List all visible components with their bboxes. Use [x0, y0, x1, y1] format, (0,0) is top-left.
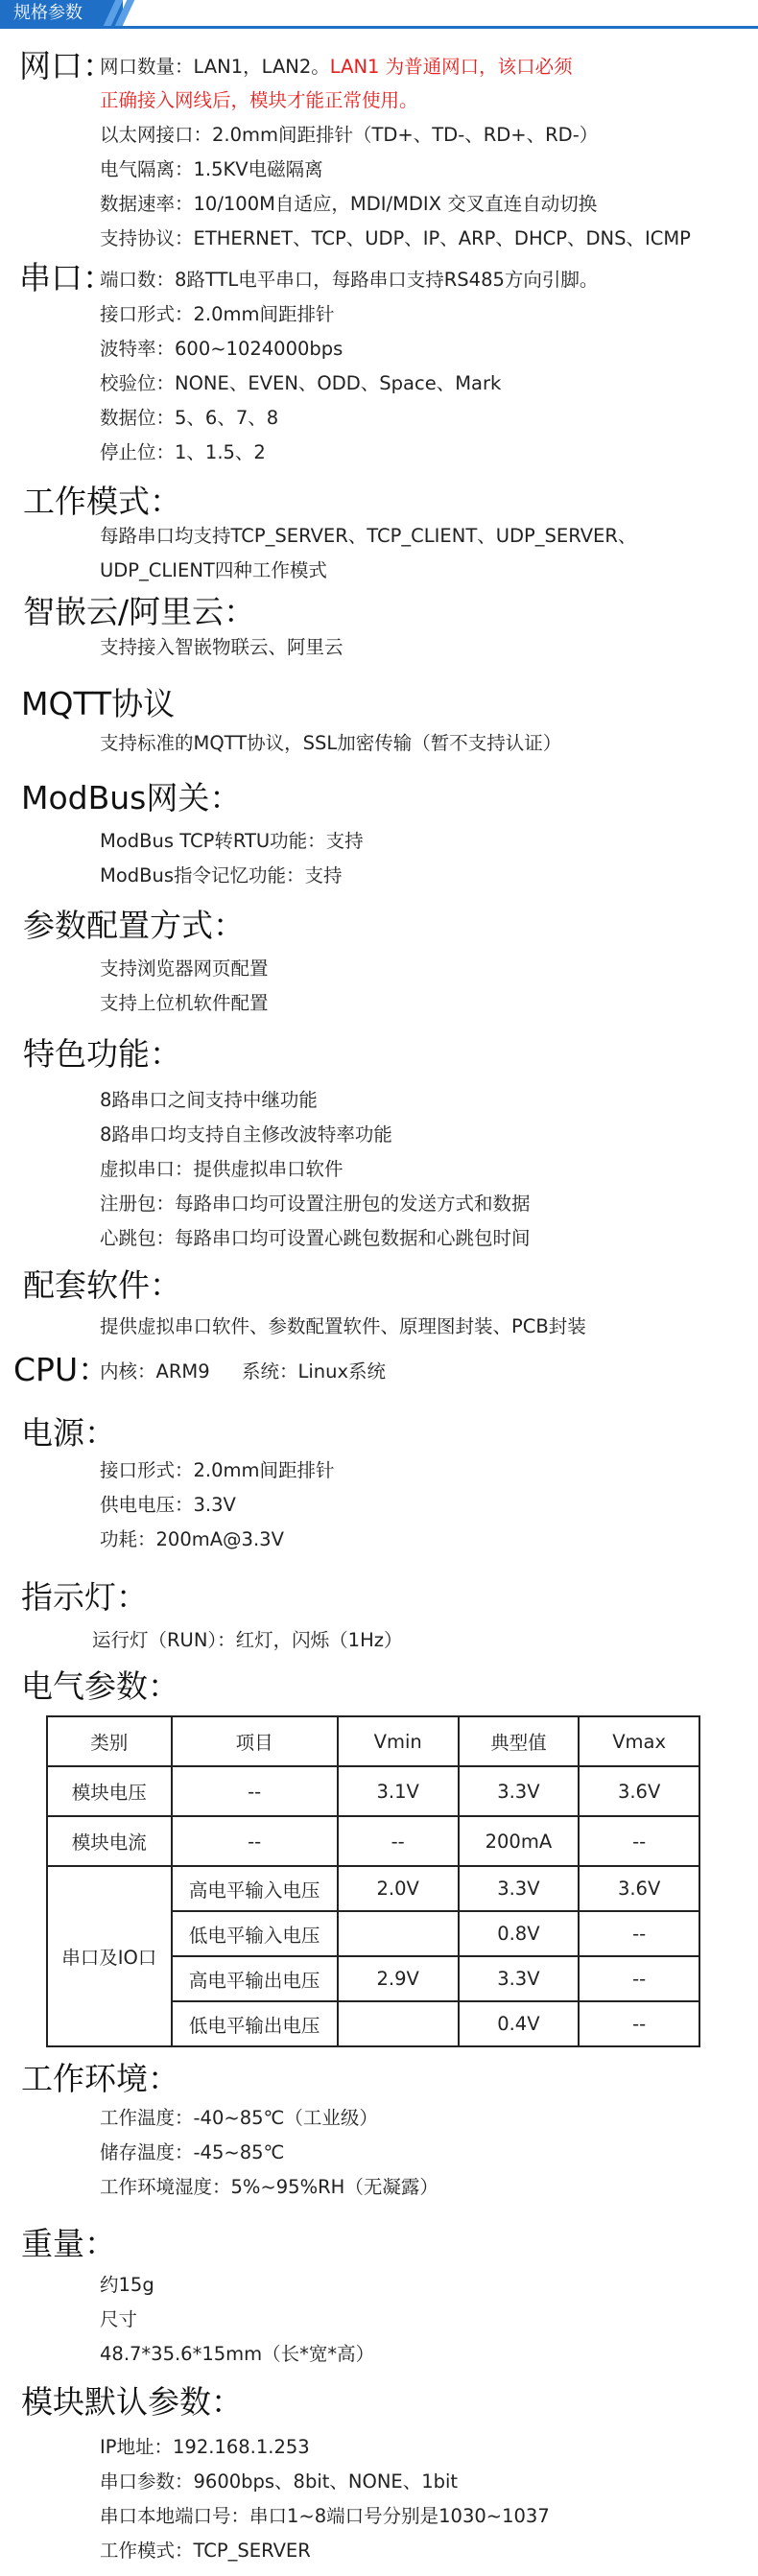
table-cell: --: [579, 1816, 699, 1866]
header-bar: [0, 0, 758, 29]
table-cell: 3.6V: [579, 1866, 699, 1911]
section-title-work-mode: 工作模式：: [23, 483, 181, 520]
table-cell: 3.6V: [579, 1766, 699, 1816]
environment-item: 储存温度：-45~85℃: [100, 2141, 285, 2163]
section-title-network: 网口：: [19, 47, 114, 84]
section-title-power: 电源：: [21, 1414, 116, 1452]
network-warning-text: LAN1 为普通网口，该口必须: [329, 56, 573, 78]
table-cell: --: [338, 1816, 459, 1866]
feature-item: 心跳包：每路串口均可设置心跳包数据和心跳包时间: [100, 1227, 531, 1249]
work-mode-item: 每路串口均支持TCP_SERVER、TCP_CLIENT、UDP_SERVER、: [100, 525, 637, 547]
indicator-item: 运行灯（RUN）：红灯，闪烁（1Hz）: [92, 1629, 403, 1651]
table-cell: 0.4V: [459, 2001, 580, 2046]
network-item: 支持协议：ETHERNET、TCP、UDP、IP、ARP、DHCP、DNS、ICMP: [100, 227, 691, 249]
power-item: 供电电压：3.3V: [100, 1494, 236, 1516]
table-cell: 高电平输入电压: [172, 1866, 338, 1911]
weight-item: 48.7*35.6*15mm（长*宽*高）: [100, 2343, 375, 2365]
feature-item: 虚拟串口：提供虚拟串口软件: [100, 1158, 343, 1180]
serial-item: 停止位：1、1.5、2: [100, 441, 266, 463]
software-item: 提供虚拟串口软件、参数配置软件、原理图封装、PCB封装: [100, 1315, 586, 1337]
defaults-item: 串口参数：9600bps、8bit、NONE、1bit: [100, 2470, 459, 2493]
table-header: Vmin: [338, 1716, 459, 1766]
table-cell: [338, 2001, 459, 2046]
defaults-item: IP地址：192.168.1.253: [100, 2436, 310, 2458]
network-item: 以太网接口：2.0mm间距排针（TD+、TD-、RD+、RD-）: [100, 124, 599, 146]
spec-tab: 规格参数: [0, 0, 123, 26]
table-cell: [338, 1911, 459, 1956]
environment-item: 工作温度：-40~85℃（工业级）: [100, 2107, 378, 2129]
table-header-row: [47, 1716, 699, 1766]
section-title-indicator: 指示灯：: [21, 1578, 148, 1616]
work-mode-item: UDP_CLIENT四种工作模式: [100, 559, 327, 581]
section-title-modbus: ModBus网关：: [21, 779, 242, 816]
table-row: [47, 1766, 699, 1816]
serial-first-line: 端口数：8路TTL电平串口，每路串口支持RS485方向引脚。: [100, 269, 599, 291]
network-item: 电气隔离：1.5KV电磁隔离: [100, 158, 323, 180]
table-cell: 3.1V: [338, 1766, 459, 1816]
feature-item: 8路串口均支持自主修改波特率功能: [100, 1123, 392, 1146]
serial-item: 接口形式：2.0mm间距排针: [100, 303, 335, 325]
cpu-system: 系统：Linux系统: [242, 1360, 387, 1383]
table-cell: 0.8V: [459, 1911, 580, 1956]
serial-item: 校验位：NONE、EVEN、ODD、Space、Mark: [100, 372, 502, 394]
section-title-electrical: 电气参数：: [21, 1667, 179, 1705]
power-item: 功耗：200mA@3.3V: [100, 1528, 284, 1550]
power-item: 接口形式：2.0mm间距排针: [100, 1459, 335, 1481]
modbus-item: ModBus指令记忆功能：支持: [100, 864, 343, 886]
table-row: [47, 1866, 699, 1911]
section-title-features: 特色功能：: [23, 1035, 181, 1073]
network-count-line: [100, 55, 573, 80]
table-header: 典型值: [459, 1716, 580, 1766]
defaults-item: 串口本地端口号：串口1~8端口号分别是1030~1037: [100, 2505, 550, 2527]
table-row: [47, 1816, 699, 1866]
section-title-config: 参数配置方式：: [23, 907, 245, 944]
table-cell: --: [172, 1816, 338, 1866]
table-cell: 模块电流: [47, 1816, 172, 1866]
table-cell: 高电平输出电压: [172, 1956, 338, 2001]
table-header: 项目: [172, 1716, 338, 1766]
network-warning-line: 正确接入网线后，模块才能正常使用。: [100, 89, 418, 111]
section-title-environment: 工作环境：: [21, 2060, 179, 2097]
table-cell: 低电平输入电压: [172, 1911, 338, 1956]
defaults-item: 工作模式：TCP_SERVER: [100, 2540, 311, 2562]
environment-item: 工作环境湿度：5%~95%RH（无凝露）: [100, 2176, 438, 2198]
table-cell: 低电平输出电压: [172, 2001, 338, 2046]
section-title-mqtt: MQTT协议: [21, 685, 176, 722]
feature-item: 8路串口之间支持中继功能: [100, 1089, 318, 1111]
table-cell: 200mA: [459, 1816, 580, 1866]
table-cell: --: [579, 1911, 699, 1956]
table-cell: 2.9V: [338, 1956, 459, 2001]
network-count-text: 网口数量：LAN1，LAN2。: [100, 56, 330, 78]
section-title-cloud: 智嵌云/阿里云：: [23, 593, 256, 630]
modbus-item: ModBus TCP转RTU功能：支持: [100, 830, 364, 852]
section-title-software: 配套软件：: [23, 1266, 181, 1304]
config-item: 支持上位机软件配置: [100, 992, 269, 1014]
table-group-cell: 串口及IO口: [47, 1866, 172, 2046]
table-cell: --: [579, 2001, 699, 2046]
table-cell: --: [172, 1766, 338, 1816]
table-cell: 3.3V: [459, 1956, 580, 2001]
section-title-serial: 串口：: [19, 259, 114, 296]
table-cell: --: [579, 1956, 699, 2001]
mqtt-item: 支持标准的MQTT协议，SSL加密传输（暂不支持认证）: [100, 732, 562, 754]
cloud-item: 支持接入智嵌物联云、阿里云: [100, 636, 343, 658]
section-title-cpu: CPU：: [13, 1351, 110, 1388]
serial-item: 波特率：600~1024000bps: [100, 338, 343, 360]
table-cell: 2.0V: [338, 1866, 459, 1911]
table-header: Vmax: [579, 1716, 699, 1766]
cpu-core: 内核：ARM9: [100, 1360, 210, 1383]
weight-item: 尺寸: [100, 2308, 138, 2330]
section-title-defaults: 模块默认参数：: [21, 2383, 243, 2421]
feature-item: 注册包：每路串口均可设置注册包的发送方式和数据: [100, 1193, 531, 1215]
serial-item: 数据位：5、6、7、8: [100, 407, 279, 429]
config-item: 支持浏览器网页配置: [100, 957, 269, 980]
table-cell: 3.3V: [459, 1866, 580, 1911]
weight-item: 约15g: [100, 2274, 154, 2296]
network-item: 数据速率：10/100M自适应，MDI/MDIX 交叉直连自动切换: [100, 193, 598, 215]
table-header: 类别: [47, 1716, 172, 1766]
electrical-table: [46, 1715, 700, 2047]
table-cell: 模块电压: [47, 1766, 172, 1816]
table-cell: 3.3V: [459, 1766, 580, 1816]
section-title-weight: 重量：: [21, 2225, 116, 2262]
